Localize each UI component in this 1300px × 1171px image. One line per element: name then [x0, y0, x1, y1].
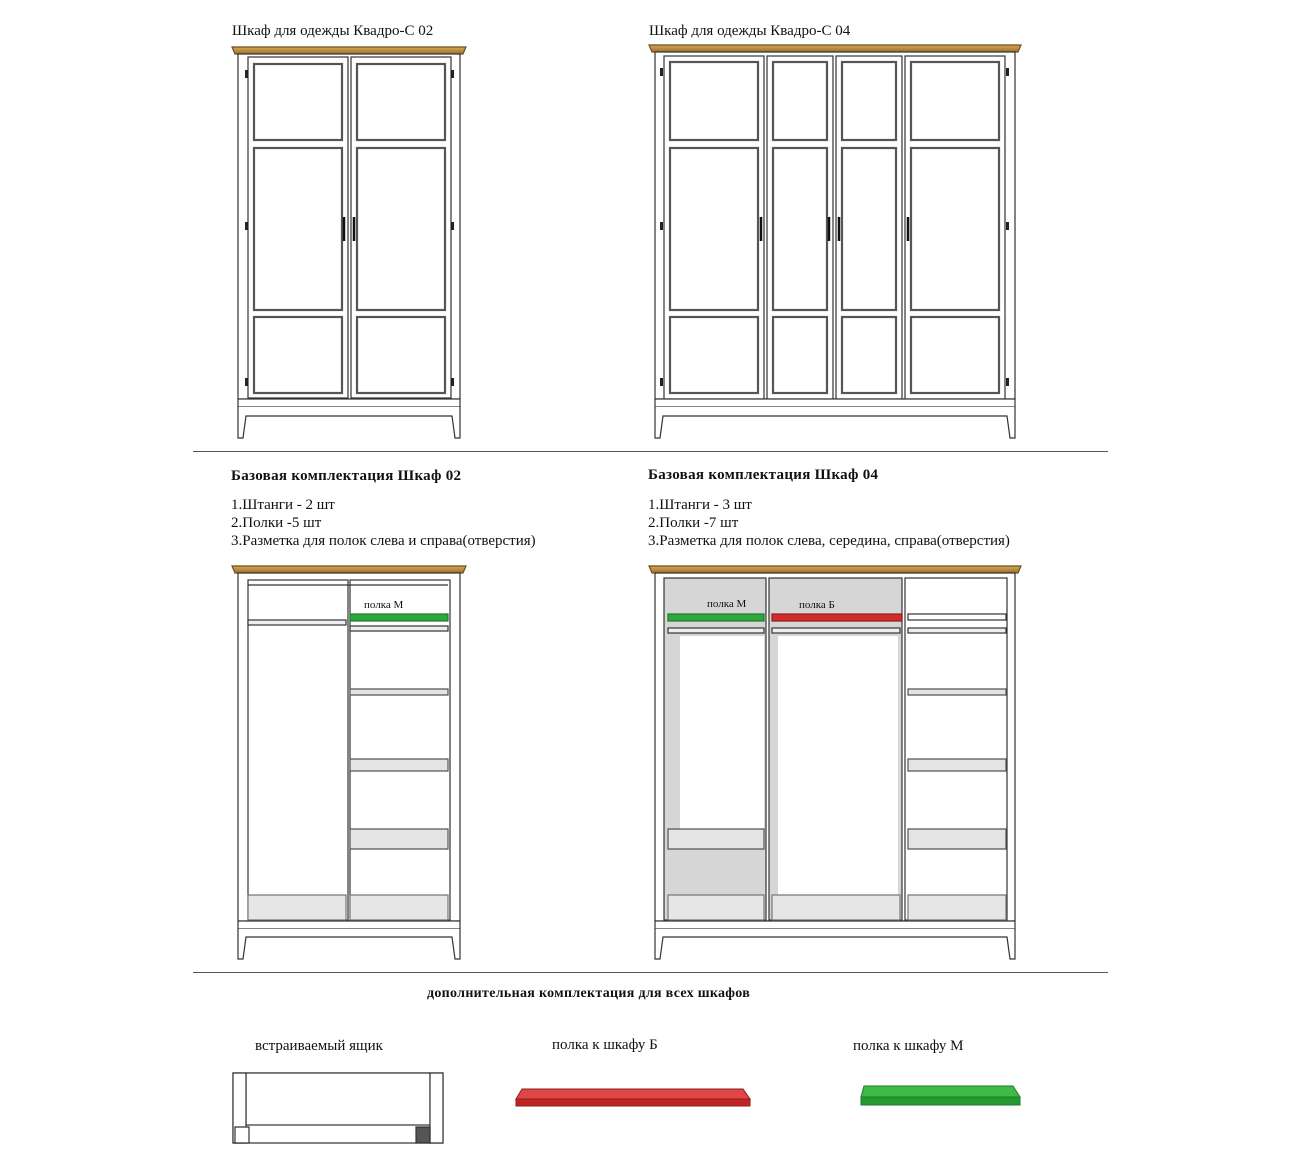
- base-w04-item-3: 3.Разметка для полок слева, середина, справа(отверстия): [648, 533, 1010, 549]
- base-w02-item-1: 1.Штанги - 2 шт: [231, 497, 335, 513]
- shelf-b-red-w04: [772, 614, 902, 621]
- wardrobe-04-base-legs: [655, 407, 1015, 438]
- wardrobe-04-door-1: [664, 56, 764, 399]
- extras-heading: дополнительная комплектация для всех шкафов: [427, 986, 751, 1001]
- rail-right: [350, 626, 448, 631]
- wardrobe-04-door-3: [836, 56, 902, 399]
- shelf-m-label-w02: полка М: [364, 599, 404, 611]
- shelf-b-label-w04: полка Б: [799, 599, 835, 611]
- wardrobe-02-front: [232, 47, 466, 438]
- wardrobe-04-interior: [649, 566, 1021, 959]
- extras-shelf-m: [861, 1086, 1020, 1105]
- extras-shelf-b-label: полка к шкафу Б: [552, 1037, 658, 1053]
- shelf-m-label-w04: полка М: [707, 598, 747, 610]
- base-w04-item-2: 2.Полки -7 шт: [648, 515, 739, 531]
- shelf-m-green: [350, 614, 448, 621]
- wardrobe-02-door-left: [248, 57, 348, 398]
- wardrobe-02-door-right: [351, 57, 451, 398]
- extras-shelf-b: [516, 1089, 750, 1106]
- wardrobe-02-plinth: [238, 399, 460, 407]
- wardrobe-04-door-4: [905, 56, 1005, 399]
- wardrobe-04-door-2: [767, 56, 833, 399]
- base-w02-item-2: 2.Полки -5 шт: [231, 515, 322, 531]
- base-w04-heading: Базовая комплектация Шкаф 04: [648, 467, 879, 483]
- wardrobe-02-top-wood: [232, 47, 466, 54]
- extras-drawer-label: встраиваемый ящик: [255, 1038, 383, 1054]
- base-w04-item-1: 1.Штанги - 3 шт: [648, 497, 752, 513]
- base-w02-item-3: 3.Разметка для полок слева и справа(отверстия): [231, 533, 536, 549]
- wardrobe-04-front: [649, 45, 1021, 438]
- base-w02-heading: Базовая комплектация Шкаф 02: [231, 468, 462, 484]
- wardrobe-04-title: Шкаф для одежды Квадро-С 04: [649, 23, 851, 39]
- wardrobe-04-plinth: [655, 399, 1015, 407]
- wardrobe-04-top-wood: [649, 45, 1021, 52]
- rail-left: [248, 620, 346, 625]
- wardrobe-02-title: Шкаф для одежды Квадро-С 02: [232, 23, 434, 39]
- shelf-m-green-w04: [668, 614, 764, 621]
- wardrobe-02-interior: [232, 566, 466, 959]
- extras-drawer: [233, 1073, 443, 1143]
- wardrobe-02-base-legs: [238, 407, 460, 438]
- extras-shelf-m-label: полка к шкафу М: [853, 1038, 964, 1054]
